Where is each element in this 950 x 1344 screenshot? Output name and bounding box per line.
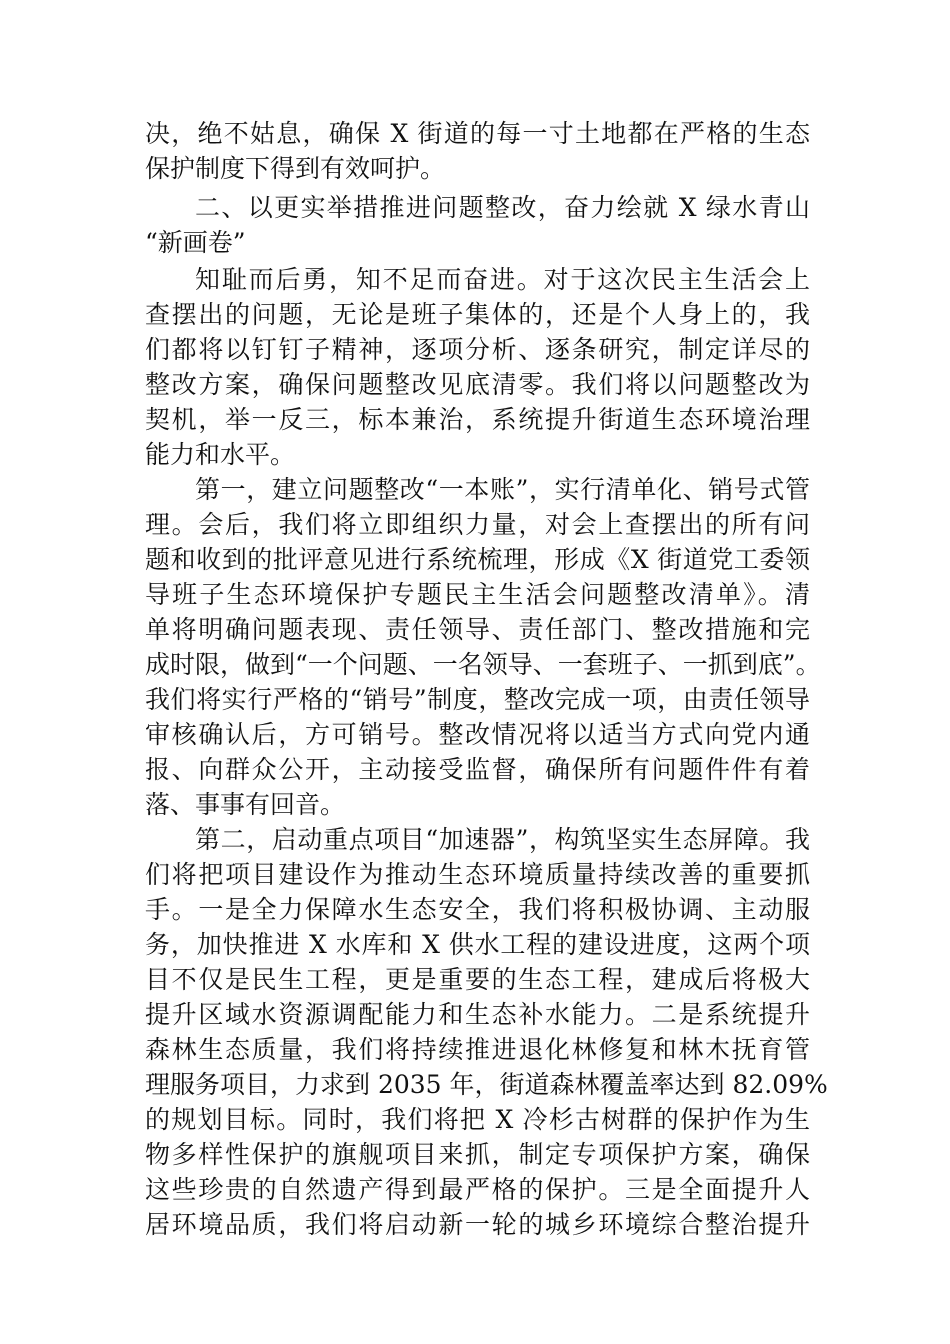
text-line: 成时限，做到“一个问题、一名领导、一套班子、一抓到底”。: [145, 650, 821, 679]
text-line: 决，绝不姑息，确保 X 街道的每一寸土地都在严格的生态: [145, 119, 810, 148]
section-heading-continued: “新画卷”: [145, 228, 246, 257]
text-line: 目不仅是民生工程，更是重要的生态工程，建成后将极大: [145, 965, 810, 994]
text-line: 第一，建立问题整改“一本账”，实行清单化、销号式管: [195, 475, 810, 504]
text-line: 提升区域水资源调配能力和生态补水能力。二是系统提升: [145, 1000, 810, 1029]
text-line: 查摆出的问题，无论是班子集体的，还是个人身上的，我: [145, 300, 810, 329]
text-line: 报、向群众公开，主动接受监督，确保所有问题件件有着: [145, 755, 810, 784]
text-line: 整改方案，确保问题整改见底清零。我们将以问题整改为: [145, 370, 810, 399]
text-line: 的规划目标。同时，我们将把 X 冷杉古树群的保护作为生: [145, 1105, 810, 1134]
text-line: 契机，举一反三，标本兼治，系统提升街道生态环境治理: [145, 405, 810, 434]
text-line: 保护制度下得到有效呵护。: [145, 154, 446, 183]
text-line: 物多样性保护的旗舰项目来抓，制定专项保护方案，确保: [145, 1140, 810, 1169]
text-line: 手。一是全力保障水生态安全，我们将积极协调、主动服: [145, 895, 810, 924]
text-line: 们将把项目建设作为推动生态环境质量持续改善的重要抓: [145, 860, 810, 889]
text-line: 理。会后，我们将立即组织力量，对会上查摆出的所有问: [145, 510, 810, 539]
text-line: 单将明确问题表现、责任领导、责任部门、整改措施和完: [145, 615, 810, 644]
text-line: 能力和水平。: [145, 440, 296, 469]
text-line: 森林生态质量，我们将持续推进退化林修复和林木抚育管: [145, 1035, 810, 1064]
text-line: 这些珍贵的自然遗产得到最严格的保护。三是全面提升人: [145, 1175, 810, 1204]
section-heading: 二、以更实举措推进问题整改，奋力绘就 X 绿水青山: [195, 193, 810, 222]
text-line: 们都将以钉钉子精神，逐项分析、逐条研究，制定详尽的: [145, 335, 810, 364]
text-line: 我们将实行严格的“销号”制度，整改完成一项，由责任领导: [145, 685, 810, 714]
text-line: 落、事事有回音。: [145, 790, 346, 819]
text-line: 导班子生态环境保护专题民主生活会问题整改清单》。清: [145, 580, 810, 609]
text-line: 审核确认后，方可销号。整改情况将以适当方式向党内通: [145, 720, 810, 749]
text-line: 理服务项目，力求到 2035 年，街道森林覆盖率达到 82.09%: [145, 1070, 828, 1099]
text-line: 居环境品质，我们将启动新一轮的城乡环境综合整治提升: [145, 1210, 810, 1239]
text-line: 第二，启动重点项目“加速器”，构筑坚实生态屏障。我: [195, 825, 810, 854]
text-line: 知耻而后勇，知不足而奋进。对于这次民主生活会上: [195, 265, 810, 294]
text-line: 务，加快推进 X 水库和 X 供水工程的建设进度，这两个项: [145, 930, 810, 959]
text-line: 题和收到的批评意见进行系统梳理，形成《X 街道党工委领: [145, 545, 810, 574]
